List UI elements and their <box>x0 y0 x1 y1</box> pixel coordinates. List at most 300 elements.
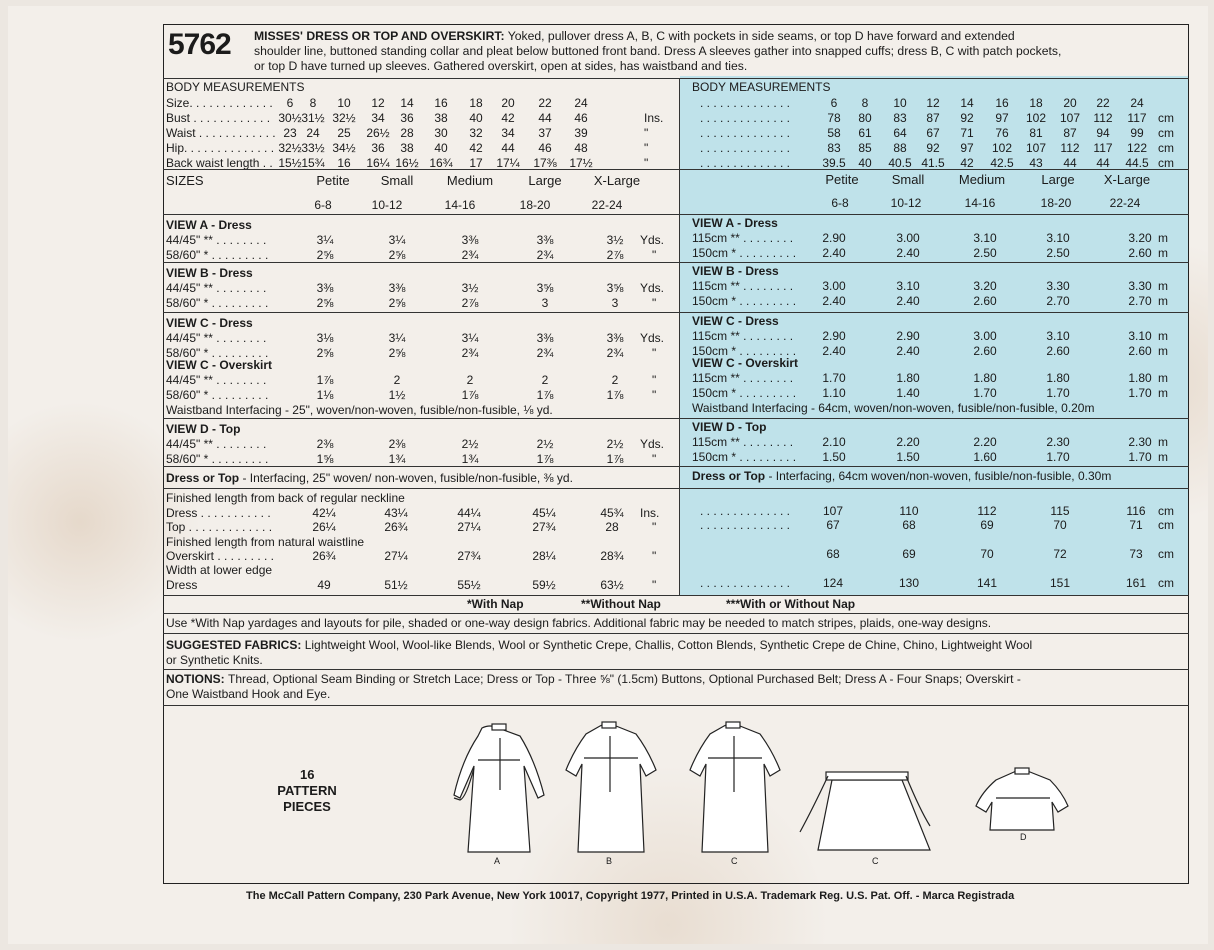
metric-dots: . . . . . . . . . . . . . . <box>700 518 791 532</box>
meter-value: 1.40 <box>896 386 920 400</box>
yardage-value: 3⅜ <box>536 233 554 247</box>
measurement-cm-value: 22 <box>1096 96 1110 110</box>
width-value: 51½ <box>384 578 408 592</box>
measurement-label: Waist . . . . . . . . . . . . <box>166 126 276 140</box>
measurement-dots: . . . . . . . . . . . . . . <box>700 156 791 170</box>
unit-label: cm <box>1158 126 1174 140</box>
measurement-cm-value: 122 <box>1126 141 1148 155</box>
yardage-value: 3½ <box>606 233 624 247</box>
pattern-piece-count: 16 <box>300 767 315 782</box>
unit-label: cm <box>1158 547 1174 561</box>
yardage-value: 2⅝ <box>316 296 334 310</box>
unit-label: m <box>1158 246 1168 260</box>
length-value: 28¼ <box>532 549 556 563</box>
measurement-cm-value: 44 <box>1063 156 1077 170</box>
measurement-cm-value: 64 <box>893 126 907 140</box>
length-value: 26¾ <box>312 549 336 563</box>
yardage-value: 2¾ <box>536 346 554 360</box>
yardage-value: 3⅜ <box>316 281 334 295</box>
measurement-in-value: 37 <box>538 126 552 140</box>
unit-label: " <box>652 549 657 563</box>
use-note: Use *With Nap yardages and layouts for pile, shaded or one-way design fabrics. Additional fabric may be needed to match stripes, plaids, one-way designs. <box>166 616 992 630</box>
metric-length-value: 107 <box>822 504 844 518</box>
measurement-cm-value: 39.5 <box>822 156 846 170</box>
length-value: 45¼ <box>532 506 556 520</box>
dress-length-label: Dress . . . . . . . . . . . <box>166 506 271 520</box>
measurement-cm-value: 43 <box>1029 156 1043 170</box>
metric-length-value: 115 <box>1050 504 1070 518</box>
unit-label: cm <box>1158 576 1174 590</box>
yardage-value: 2½ <box>606 437 624 451</box>
yardage-value: 3⅜ <box>536 331 554 345</box>
measurement-in-value: 32 <box>469 126 483 140</box>
measurement-in-value: 31½ <box>301 111 325 125</box>
fabric-width-label-metric: 115cm ** . . . . . . . . <box>692 231 794 245</box>
pieces-label: PIECES <box>283 799 331 814</box>
waistband-interfacing-cm: Waistband Interfacing - 64cm, woven/non-woven, fusible/non-fusible, 0.20m <box>692 401 1095 415</box>
measurement-cm-value: 112 <box>1060 141 1080 155</box>
meter-value: 1.50 <box>896 450 920 464</box>
size-name: Medium <box>446 173 494 188</box>
length-value: 42¼ <box>312 506 336 520</box>
yardage-value: 3⅜ <box>606 331 624 345</box>
length-value: 45¾ <box>600 506 624 520</box>
metric-length-value: 71 <box>1129 518 1143 532</box>
fabric-width-label: 58/60" * . . . . . . . . . <box>166 248 269 262</box>
yardage-value: 2½ <box>536 437 554 451</box>
description-title: MISSES' DRESS OR TOP AND OVERSKIRT: <box>254 29 505 43</box>
meter-value: 2.60 <box>973 344 997 358</box>
size-name-metric: Petite <box>825 172 859 187</box>
measurement-cm-value: 87 <box>926 111 940 125</box>
measurement-in-value: 16¾ <box>429 156 453 170</box>
measurement-in-value: 16 <box>434 96 448 110</box>
size-range-metric: 22-24 <box>1109 196 1141 210</box>
size-name: Petite <box>316 173 350 188</box>
yardage-value: 3⅝ <box>606 281 624 295</box>
measurement-cm-value: 8 <box>861 96 869 110</box>
metric-length-value: 68 <box>902 518 916 532</box>
length-value: 44¼ <box>457 506 481 520</box>
measurement-in-value: 16½ <box>395 156 419 170</box>
measurement-dots: . . . . . . . . . . . . . . <box>700 141 791 155</box>
description-line-2: shoulder line, buttoned standing collar and pleat below buttoned front band. Dress A sleeves gather into snapped cuffs; dress B, C with patch pockets, <box>254 44 1062 58</box>
unit-label: " <box>652 388 657 402</box>
measurement-cm-value: 87 <box>1063 126 1077 140</box>
yardage-value: 3¼ <box>388 331 406 345</box>
measurement-in-value: 42 <box>501 111 515 125</box>
fabric-width-label-metric: 115cm ** . . . . . . . . <box>692 371 794 385</box>
view-letter-c-overskirt: C <box>872 856 879 866</box>
yardage-value: 2¾ <box>461 346 479 360</box>
meter-value: 2.60 <box>973 294 997 308</box>
body-measurements-heading: BODY MEASUREMENTS <box>166 80 305 94</box>
yardage-value: 1¾ <box>388 452 406 466</box>
meter-value: 1.70 <box>973 386 997 400</box>
fabric-width-label: 44/45" ** . . . . . . . . <box>166 331 267 345</box>
meter-value: 1.70 <box>1128 450 1152 464</box>
view-d-top-drawing <box>976 768 1068 830</box>
view-title: VIEW D - Top <box>166 422 241 436</box>
measurement-in-value: 38 <box>434 111 448 125</box>
unit-label: cm <box>1158 504 1174 518</box>
unit-label: Yds. <box>640 233 665 247</box>
metric-length-value: 73 <box>1129 547 1143 561</box>
yardage-value: 2⅜ <box>316 437 334 451</box>
overskirt-length-label: Overskirt . . . . . . . . . <box>166 549 275 563</box>
measurement-in-value: 36 <box>400 111 414 125</box>
measurement-in-value: 26½ <box>366 126 390 140</box>
measurement-label: Back waist length . . <box>166 156 273 170</box>
measurement-cm-value: 80 <box>858 111 872 125</box>
meter-value: 2.70 <box>1128 294 1152 308</box>
metric-length-value: 72 <box>1053 547 1067 561</box>
fabric-width-label: 58/60" * . . . . . . . . . <box>166 296 269 310</box>
size-range-metric: 18-20 <box>1040 196 1072 210</box>
metric-length-value: 116 <box>1126 504 1146 518</box>
metric-dots: . . . . . . . . . . . . . . <box>700 576 791 590</box>
metric-length-value: 141 <box>976 576 998 590</box>
yardage-value: 2 <box>541 373 549 387</box>
measurement-in-value: 46 <box>574 111 588 125</box>
yardage-value: 3¼ <box>316 233 334 247</box>
meter-value: 3.30 <box>1046 279 1070 293</box>
meter-value: 3.10 <box>896 279 920 293</box>
description-line-1: Yoked, pullover dress A, B, C with pockets in side seams, or top D have forward and extended <box>507 29 1015 43</box>
meter-value: 2.40 <box>896 246 920 260</box>
measurement-cm-value: 42.5 <box>990 156 1014 170</box>
yardage-value: 3⅜ <box>388 281 406 295</box>
fabric-width-label: 44/45" ** . . . . . . . . <box>166 233 267 247</box>
measurement-cm-value: 88 <box>893 141 907 155</box>
footer-copyright: The McCall Pattern Company, 230 Park Avenue, New York 10017, Copyright 1977, Printed in U.S.A. Trademark Reg. U.S. Pat. Off. - Marca Registrada <box>246 890 1015 902</box>
unit-label: m <box>1158 294 1168 308</box>
yardage-value: 2 <box>611 373 619 387</box>
unit-label: " <box>652 296 657 310</box>
length-value: 26¼ <box>312 520 336 534</box>
measurement-cm-value: 6 <box>830 96 838 110</box>
yardage-value: 1⅞ <box>606 388 624 402</box>
yardage-value: 3 <box>611 296 619 310</box>
unit-label: " <box>652 346 657 360</box>
measurement-cm-value: 58 <box>827 126 841 140</box>
either-nap-note: ***With or Without Nap <box>726 597 856 611</box>
size-name: X-Large <box>593 173 641 188</box>
measurement-label: Bust . . . . . . . . . . . . <box>166 111 271 125</box>
measurement-cm-value: 97 <box>960 141 974 155</box>
measurement-in-value: 14 <box>400 96 414 110</box>
measurement-cm-value: 92 <box>960 111 974 125</box>
meter-value: 3.00 <box>896 231 920 245</box>
pattern-number: 5762 <box>168 28 231 61</box>
measurement-cm-value: 16 <box>995 96 1009 110</box>
view-title-metric: VIEW A - Dress <box>692 216 778 230</box>
measurement-cm-value: 83 <box>827 141 841 155</box>
size-range: 10-12 <box>371 198 403 212</box>
sizes-label: SIZES <box>166 173 204 188</box>
measurement-cm-value: 20 <box>1063 96 1077 110</box>
yardage-value: 1½ <box>388 388 406 402</box>
measurement-in-value: 30½ <box>278 111 302 125</box>
yardage-value: 3⅛ <box>316 331 334 345</box>
unit-label: m <box>1158 344 1168 358</box>
size-name-metric: X-Large <box>1103 172 1151 187</box>
measurement-in-value: 39 <box>574 126 588 140</box>
measurement-dots: . . . . . . . . . . . . . . <box>700 111 791 125</box>
unit-label: " <box>652 520 657 534</box>
measurement-in-value: 17¼ <box>496 156 520 170</box>
size-range: 22-24 <box>591 198 623 212</box>
yardage-value: 2⅝ <box>388 296 406 310</box>
view-letter-b: B <box>606 856 613 866</box>
metric-length-value: 112 <box>977 504 997 518</box>
measurement-in-value: 34½ <box>332 141 356 155</box>
fabric-width-label-metric: 150cm * . . . . . . . . . <box>692 294 797 308</box>
fabrics-label: SUGGESTED FABRICS: <box>166 638 305 652</box>
unit-label: m <box>1158 435 1168 449</box>
unit-label: m <box>1158 329 1168 343</box>
fabric-width-label-metric: 150cm * . . . . . . . . . <box>692 246 797 260</box>
meter-value: 1.80 <box>896 371 920 385</box>
meter-value: 2.30 <box>1046 435 1070 449</box>
meter-value: 1.80 <box>973 371 997 385</box>
view-title-metric: VIEW C - Dress <box>692 314 779 328</box>
length-value: 27¼ <box>384 549 408 563</box>
metric-length-value: 151 <box>1049 576 1071 590</box>
without-nap-note: **Without Nap <box>581 597 661 611</box>
meter-value: 2.30 <box>1128 435 1152 449</box>
meter-value: 2.40 <box>896 344 920 358</box>
yardage-value: 2¾ <box>606 346 624 360</box>
measurement-in-value: 18 <box>469 96 483 110</box>
measurement-in-value: 12 <box>371 96 385 110</box>
unit-label: m <box>1158 450 1168 464</box>
unit-label: cm <box>1158 141 1174 155</box>
metric-dots: . . . . . . . . . . . . . . <box>700 504 791 518</box>
notions-label: NOTIONS: <box>166 672 228 686</box>
meter-value: 2.50 <box>1046 246 1070 260</box>
meter-value: 2.10 <box>822 435 846 449</box>
measurement-dots: . . . . . . . . . . . . . . <box>700 96 791 110</box>
unit-label: Yds. <box>640 331 665 345</box>
yardage-value: 3½ <box>461 281 479 295</box>
meter-value: 1.70 <box>822 371 846 385</box>
measurement-cm-value: 10 <box>893 96 907 110</box>
view-letter-a: A <box>494 856 501 866</box>
yardage-value: 3⅜ <box>461 233 479 247</box>
fabric-width-label-metric: 150cm * . . . . . . . . . <box>692 344 797 358</box>
metric-length-value: 67 <box>826 518 840 532</box>
fabric-width-label: 44/45" ** . . . . . . . . <box>166 437 267 451</box>
length-value: 27¼ <box>457 520 481 534</box>
measurement-in-value: 16¼ <box>366 156 390 170</box>
view-c-dress-drawing <box>690 722 780 852</box>
unit-label: Ins. <box>644 111 664 125</box>
measurement-in-value: 24 <box>574 96 588 110</box>
unit-label: m <box>1158 386 1168 400</box>
size-name-metric: Large <box>1041 172 1075 187</box>
width-label: Dress <box>166 578 198 592</box>
width-value: 55½ <box>457 578 481 592</box>
measurement-cm-value: 71 <box>960 126 974 140</box>
yardage-value: 2⅝ <box>388 346 406 360</box>
unit-label: m <box>1158 371 1168 385</box>
yardage-value: 3¼ <box>388 233 406 247</box>
yardage-value: 3 <box>541 296 549 310</box>
body-measurements-heading-metric: BODY MEASUREMENTS <box>692 80 831 94</box>
measurement-cm-value: 107 <box>1025 141 1047 155</box>
measurement-cm-value: 102 <box>991 141 1013 155</box>
measurement-cm-value: 92 <box>926 141 940 155</box>
measurement-in-value: 44 <box>501 141 515 155</box>
unit-label: " <box>644 141 649 155</box>
measurement-in-value: 44 <box>538 111 552 125</box>
unit-label: m <box>1158 279 1168 293</box>
fabric-width-label: 44/45" ** . . . . . . . . <box>166 373 267 387</box>
size-range-metric: 14-16 <box>964 196 996 210</box>
meter-value: 3.20 <box>1128 231 1152 245</box>
length-value: 28¾ <box>600 549 624 563</box>
meter-value: 2.20 <box>973 435 997 449</box>
measurement-cm-value: 12 <box>926 96 940 110</box>
measurement-in-value: 16 <box>337 156 351 170</box>
interfacing-label: Dress or Top <box>166 471 240 485</box>
measurement-in-value: 36 <box>371 141 385 155</box>
measurement-in-value: 10 <box>337 96 351 110</box>
measurement-cm-value: 14 <box>960 96 974 110</box>
measurement-in-value: 32½ <box>278 141 302 155</box>
measurement-in-value: 34 <box>501 126 515 140</box>
measurement-label: Hip. . . . . . . . . . . . . . <box>166 141 275 155</box>
measurement-cm-value: 42 <box>960 156 974 170</box>
measurement-in-value: 17½ <box>569 156 593 170</box>
view-title-metric: VIEW D - Top <box>692 420 767 434</box>
size-name-metric: Medium <box>958 172 1006 187</box>
yardage-value: 1⅞ <box>316 373 334 387</box>
meter-value: 3.10 <box>1046 231 1070 245</box>
unit-label: " <box>652 578 657 592</box>
unit-label: " <box>644 126 649 140</box>
width-heading: Width at lower edge <box>166 563 273 577</box>
length-value: 28 <box>605 520 619 534</box>
metric-length-value: 130 <box>898 576 920 590</box>
meter-value: 2.70 <box>1046 294 1070 308</box>
size-name-metric: Small <box>891 172 925 187</box>
meter-value: 3.10 <box>973 231 997 245</box>
metric-length-value: 70 <box>980 547 994 561</box>
size-range: 6-8 <box>314 198 332 212</box>
measurement-in-value: 17⅜ <box>533 156 557 170</box>
fabric-width-label: 58/60" * . . . . . . . . . <box>166 346 269 360</box>
measurement-in-value: 48 <box>574 141 588 155</box>
yardage-value: 2⅞ <box>606 248 624 262</box>
measurement-cm-value: 67 <box>926 126 940 140</box>
measurement-in-value: 30 <box>434 126 448 140</box>
measurement-in-value: 22 <box>538 96 552 110</box>
fabric-width-label: 58/60" * . . . . . . . . . <box>166 388 269 402</box>
size-range: 18-20 <box>519 198 551 212</box>
length-value: 43¼ <box>384 506 408 520</box>
measurement-cm-value: 81 <box>1029 126 1043 140</box>
view-title: VIEW C - Dress <box>166 316 253 330</box>
meter-value: 2.60 <box>1128 344 1152 358</box>
length-value: 27¾ <box>532 520 556 534</box>
unit-label: cm <box>1158 111 1174 125</box>
with-nap-note: *With Nap <box>467 597 524 611</box>
measurement-cm-value: 85 <box>858 141 872 155</box>
measurement-in-value: 8 <box>309 96 317 110</box>
fabric-width-label: 44/45" ** . . . . . . . . <box>166 281 267 295</box>
unit-label: cm <box>1158 518 1174 532</box>
view-c-overskirt-drawing <box>800 772 930 850</box>
measurement-cm-value: 40.5 <box>888 156 912 170</box>
measurement-cm-value: 97 <box>995 111 1009 125</box>
waistline-length-heading: Finished length from natural waistline <box>166 535 365 549</box>
yardage-value: 1⅝ <box>316 452 334 466</box>
meter-value: 2.50 <box>973 246 997 260</box>
meter-value: 3.10 <box>1046 329 1070 343</box>
unit-label: cm <box>1158 156 1174 170</box>
measurement-in-value: 46 <box>538 141 552 155</box>
unit-label: m <box>1158 231 1168 245</box>
measurement-in-value: 20 <box>501 96 515 110</box>
measurement-in-value: 38 <box>400 141 414 155</box>
finished-length-heading: Finished length from back of regular neckline <box>166 491 405 505</box>
view-a-dress-drawing <box>454 724 544 852</box>
metric-length-value: 124 <box>822 576 844 590</box>
measurement-in-value: 32½ <box>332 111 356 125</box>
measurement-cm-value: 102 <box>1025 111 1047 125</box>
metric-length-value: 69 <box>980 518 994 532</box>
fabrics-line-2: or Synthetic Knits. <box>166 653 263 667</box>
yardage-value: 2 <box>466 373 474 387</box>
measurement-cm-value: 83 <box>893 111 907 125</box>
metric-length-value: 70 <box>1053 518 1067 532</box>
meter-value: 3.30 <box>1128 279 1152 293</box>
view-title-metric: VIEW C - Overskirt <box>692 356 799 370</box>
fabric-width-label: 58/60" * . . . . . . . . . <box>166 452 269 466</box>
length-value: 27¾ <box>457 549 481 563</box>
metric-length-value: 69 <box>902 547 916 561</box>
meter-value: 1.70 <box>1046 386 1070 400</box>
yardage-value: 2 <box>393 373 401 387</box>
measurement-in-value: 24 <box>306 126 320 140</box>
meter-value: 2.40 <box>896 294 920 308</box>
view-title: VIEW B - Dress <box>166 266 253 280</box>
length-value: 26¾ <box>384 520 408 534</box>
width-value: 59½ <box>532 578 556 592</box>
measurement-in-value: 28 <box>400 126 414 140</box>
measurement-in-value: 17 <box>469 156 483 170</box>
meter-value: 2.60 <box>1046 344 1070 358</box>
meter-value: 2.90 <box>896 329 920 343</box>
size-range-metric: 6-8 <box>831 196 849 210</box>
interfacing-text: - Interfacing, 25" woven/ non-woven, fusible/non-fusible, ⅜ yd. <box>239 471 573 485</box>
yardage-value: 3¼ <box>461 331 479 345</box>
view-letter-d: D <box>1020 832 1027 842</box>
measurement-in-value: 15¾ <box>301 156 325 170</box>
meter-value: 1.80 <box>1128 371 1152 385</box>
measurement-cm-value: 78 <box>827 111 841 125</box>
measurement-cm-value: 99 <box>1130 126 1144 140</box>
notions-line-2: One Waistband Hook and Eye. <box>166 687 331 701</box>
description-line-3: or top D have turned up sleeves. Gathered overskirt, open at sides, has waistband and ties. <box>254 59 748 73</box>
waistband-interfacing-in: Waistband Interfacing - 25", woven/non-woven, fusible/non-fusible, ⅛ yd. <box>166 403 553 417</box>
unit-label: " <box>644 156 649 170</box>
yardage-value: 2½ <box>461 437 479 451</box>
measurement-in-value: 25 <box>337 126 351 140</box>
notions-line-1: Thread, Optional Seam Binding or Stretch Lace; Dress or Top - Three ⅝" (1.5cm) Buttons, Optional Purchased Belt; Dress A - Four Snaps; Overskirt - <box>228 672 1021 686</box>
